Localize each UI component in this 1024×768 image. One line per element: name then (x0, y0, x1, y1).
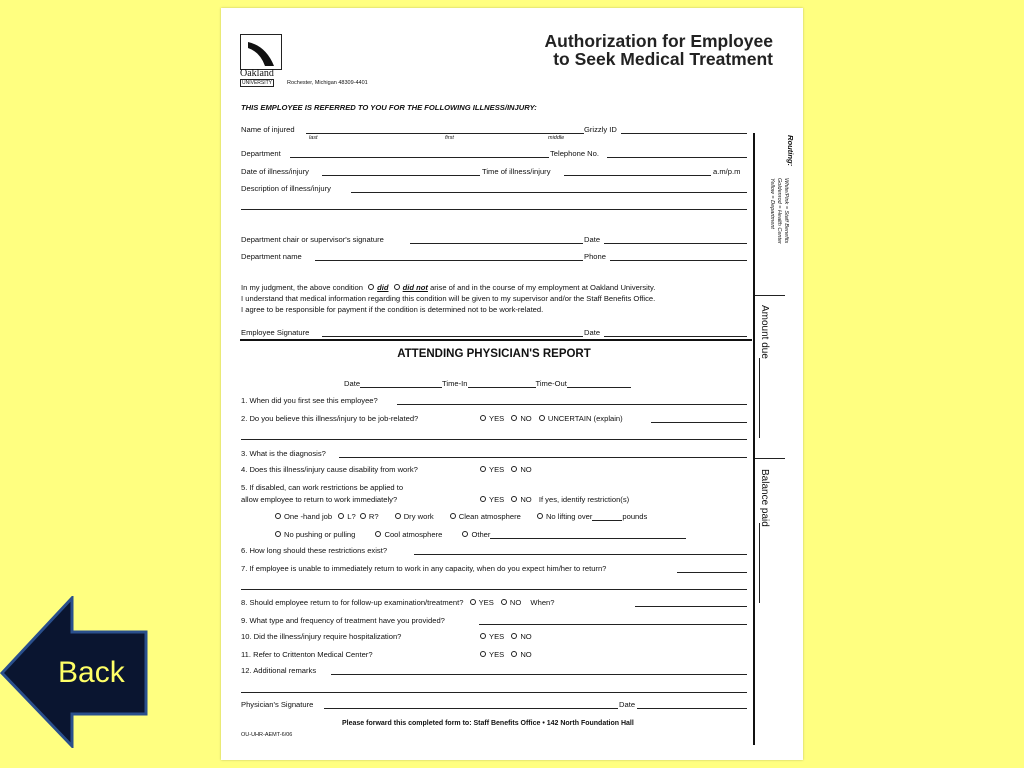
department-name-label: Department name (241, 252, 302, 261)
q8-when-field[interactable] (635, 606, 747, 607)
date-illness-label: Date of illness/injury (241, 167, 309, 176)
q12-label: 12. Additional remarks (241, 666, 317, 675)
q12-field-2[interactable] (241, 692, 747, 693)
q6-field[interactable] (414, 554, 747, 555)
q2-no-label: NO (520, 414, 532, 423)
supervisor-date-label: Date (584, 235, 601, 244)
did-label: did (377, 283, 389, 292)
phone-field[interactable] (610, 260, 747, 261)
l-radio[interactable] (338, 513, 344, 519)
q9-field[interactable] (479, 624, 747, 625)
no-pushing-radio[interactable] (275, 531, 281, 537)
q2-explain-field-2[interactable] (241, 439, 747, 440)
oakland-logo (240, 34, 284, 86)
q8-yes-radio[interactable] (470, 599, 476, 605)
q4-label: 4. Does this illness/injury cause disability from work? (241, 465, 418, 474)
q5-label-line1: 5. If disabled, can work restrictions be applied to (241, 483, 404, 492)
forward-instructions: Please forward this completed form to: Staff Benefits Office • 142 North Foundation Hall (342, 720, 634, 727)
judgment-post: arise of and in the course of my employment at Oakland University. (430, 283, 656, 292)
q11-no-label: NO (520, 650, 532, 659)
sidebar-rule-1 (755, 295, 785, 296)
q10-no-label: NO (520, 632, 532, 641)
physician-heading: ATTENDING PHYSICIAN'S REPORT (397, 348, 591, 360)
q5-options (480, 495, 629, 504)
amount-due-line[interactable] (759, 358, 760, 438)
clean-atmosphere-label: Clean atmosphere (458, 512, 521, 521)
q8-label: 8. Should employee return to for follow-up examination/treatment? (241, 598, 464, 607)
physician-date-field[interactable] (360, 379, 442, 388)
balance-paid-label: Balance paid (759, 469, 770, 527)
description-label: Description of illness/injury (241, 184, 331, 193)
time-out-field[interactable] (567, 379, 631, 388)
no-lifting-radio[interactable] (537, 513, 543, 519)
no-lifting-label: No lifting over (545, 512, 593, 521)
one-hand-radio[interactable] (275, 513, 281, 519)
cool-atmosphere-radio[interactable] (375, 531, 381, 537)
physician-date-row (344, 379, 631, 388)
logo-mark-icon (240, 34, 282, 70)
employee-date-label: Date (584, 328, 601, 337)
q8-no-label: NO (509, 598, 522, 607)
q11-options (480, 650, 532, 659)
q2-no-radio[interactable] (511, 415, 517, 421)
identify-restrictions-label: If yes, identify restriction(s) (538, 495, 630, 504)
department-name-field[interactable] (315, 260, 583, 261)
q2-uncertain-radio[interactable] (539, 415, 545, 421)
q5-yes-label: YES (489, 495, 505, 504)
q10-options (480, 632, 532, 641)
agree-statement: I agree to be responsible for payment if the condition is determined not to be work-related. (241, 305, 544, 314)
q11-yes-radio[interactable] (480, 651, 486, 657)
physician-date-label-2: Date (619, 700, 636, 709)
sidebar-rule-2 (755, 458, 785, 459)
q5-yes-radio[interactable] (480, 496, 486, 502)
date-illness-field[interactable] (322, 175, 480, 176)
employee-date-field[interactable] (604, 336, 747, 337)
did-not-radio[interactable] (394, 284, 400, 290)
sidebar-divider (753, 133, 755, 745)
l-label: L? (347, 512, 356, 521)
routing-line-3: Yellow = Department (769, 178, 775, 229)
q3-label: 3. What is the diagnosis? (241, 449, 326, 458)
q7-label: 7. If employee is unable to immediately return to work in any capacity, when do you expect him/her to return? (241, 564, 607, 573)
time-in-field[interactable] (468, 379, 536, 388)
q8-row (241, 598, 554, 607)
q11-label: 11. Refer to Crittenton Medical Center? (241, 650, 373, 659)
department-label: Department (241, 149, 281, 158)
time-out-label: Time-Out (535, 379, 567, 388)
q2-explain-field[interactable] (651, 422, 747, 423)
judgment-statement (241, 283, 655, 292)
q7-field-2[interactable] (241, 589, 747, 590)
other-radio[interactable] (462, 531, 468, 537)
q10-label: 10. Did the illness/injury require hospitalization? (241, 632, 402, 641)
dry-work-radio[interactable] (395, 513, 401, 519)
q10-no-radio[interactable] (511, 633, 517, 639)
sub-first: first (445, 135, 454, 141)
when-label: When? (530, 598, 555, 607)
name-label: Name of injured (241, 125, 295, 134)
routing-line-2: Goldenrod = Health Center (776, 178, 782, 244)
q8-yes-label: YES (478, 598, 494, 607)
one-hand-label: One -hand job (284, 512, 333, 521)
amount-due-label: Amount due (759, 305, 770, 359)
q11-no-radio[interactable] (511, 651, 517, 657)
routing-line-1: White/Pink = Staff Benefits (783, 178, 789, 244)
referral-heading: THIS EMPLOYEE IS REFERRED TO YOU FOR THE FOLLOWING ILLNESS/INJURY: (241, 103, 537, 112)
q2-uncertain-label: UNCERTAIN (explain) (547, 414, 623, 423)
q11-yes-label: YES (489, 650, 505, 659)
supervisor-signature-field[interactable] (410, 243, 583, 244)
back-button[interactable]: Back (58, 656, 125, 689)
supervisor-date-field[interactable] (604, 243, 747, 244)
no-pushing-label: No pushing or pulling (284, 530, 356, 539)
time-in-label: Time-In (442, 379, 468, 388)
q3-field[interactable] (339, 457, 747, 458)
other-label: Other (471, 530, 491, 539)
q8-no-radio[interactable] (501, 599, 507, 605)
q4-no-radio[interactable] (511, 466, 517, 472)
q2-label: 2. Do you believe this illness/injury to be job-related? (241, 414, 419, 423)
cool-atmosphere-label: Cool atmosphere (384, 530, 443, 539)
q4-yes-radio[interactable] (480, 466, 486, 472)
balance-paid-line[interactable] (759, 523, 760, 603)
q6-label: 6. How long should these restrictions exist? (241, 546, 388, 555)
q2-yes-radio[interactable] (480, 415, 486, 421)
title-line-1: Authorization for Employee (544, 31, 773, 51)
sub-last: last (309, 135, 318, 141)
description-field-1[interactable] (351, 192, 747, 193)
form-title (545, 32, 773, 68)
form-code: OU-UHR-AEMT-6/06 (241, 732, 293, 738)
telephone-label: Telephone No. (550, 149, 599, 158)
logo-sub: UNIVERSITY (242, 80, 273, 86)
name-field[interactable] (306, 133, 584, 134)
phone-label: Phone (584, 252, 606, 261)
r-label: R? (368, 512, 379, 521)
judgment-pre: In my judgment, the above condition (241, 283, 363, 292)
ampm-label: a.m/p.m (713, 167, 741, 176)
restrictions-row-2 (275, 530, 686, 539)
department-field[interactable] (290, 157, 549, 158)
q4-yes-label: YES (489, 465, 505, 474)
employee-signature-field[interactable] (322, 336, 583, 337)
q5-no-label: NO (520, 495, 532, 504)
did-radio[interactable] (368, 284, 374, 290)
understand-statement: I understand that medical information regarding this condition will be given to my supervisor and/or the Staff Benefits Office. (241, 294, 656, 303)
dry-work-label: Dry work (403, 512, 434, 521)
telephone-field[interactable] (607, 157, 747, 158)
physician-date-field-2[interactable] (637, 708, 747, 709)
q10-yes-label: YES (489, 632, 505, 641)
restrictions-row-1 (275, 512, 647, 521)
clean-atmosphere-radio[interactable] (450, 513, 456, 519)
routing-title: Routing: (786, 135, 795, 167)
did-not-label: did not (402, 283, 428, 292)
time-illness-label: Time of illness/injury (482, 167, 551, 176)
title-line-2: to Seek Medical Treatment (553, 49, 773, 69)
physician-date-label: Date (344, 379, 361, 388)
q7-field[interactable] (677, 572, 747, 573)
q2-yes-label: YES (489, 414, 505, 423)
grizzly-id-label: Grizzly ID (584, 125, 617, 134)
q2-options (480, 414, 623, 423)
address: Rochester, Michigan 48309-4401 (287, 80, 368, 86)
pounds-label: pounds (622, 512, 648, 521)
q10-yes-radio[interactable] (480, 633, 486, 639)
q9-label: 9. What type and frequency of treatment have you provided? (241, 616, 445, 625)
r-radio[interactable] (360, 513, 366, 519)
physician-signature-label: Physician's Signature (241, 700, 314, 709)
pounds-field[interactable] (592, 512, 622, 521)
sub-middle: middle (548, 135, 565, 141)
grizzly-id-field[interactable] (621, 133, 747, 134)
q12-field[interactable] (331, 674, 747, 675)
other-field[interactable] (490, 530, 686, 539)
section-divider (240, 339, 752, 341)
q5-label-line2: allow employee to return to work immediately? (241, 495, 398, 504)
supervisor-signature-label: Department chair or supervisor's signature (241, 235, 384, 244)
logo-name: Oakland (240, 68, 274, 79)
q4-no-label: NO (520, 465, 532, 474)
q1-field[interactable] (397, 404, 747, 405)
physician-signature-field[interactable] (324, 708, 618, 709)
employee-signature-label: Employee Signature (241, 328, 310, 337)
medical-authorization-form (221, 8, 803, 760)
q4-options (480, 465, 532, 474)
q5-no-radio[interactable] (511, 496, 517, 502)
time-illness-field[interactable] (564, 175, 711, 176)
description-field-2[interactable] (241, 209, 747, 210)
q1-label: 1. When did you first see this employee? (241, 396, 378, 405)
